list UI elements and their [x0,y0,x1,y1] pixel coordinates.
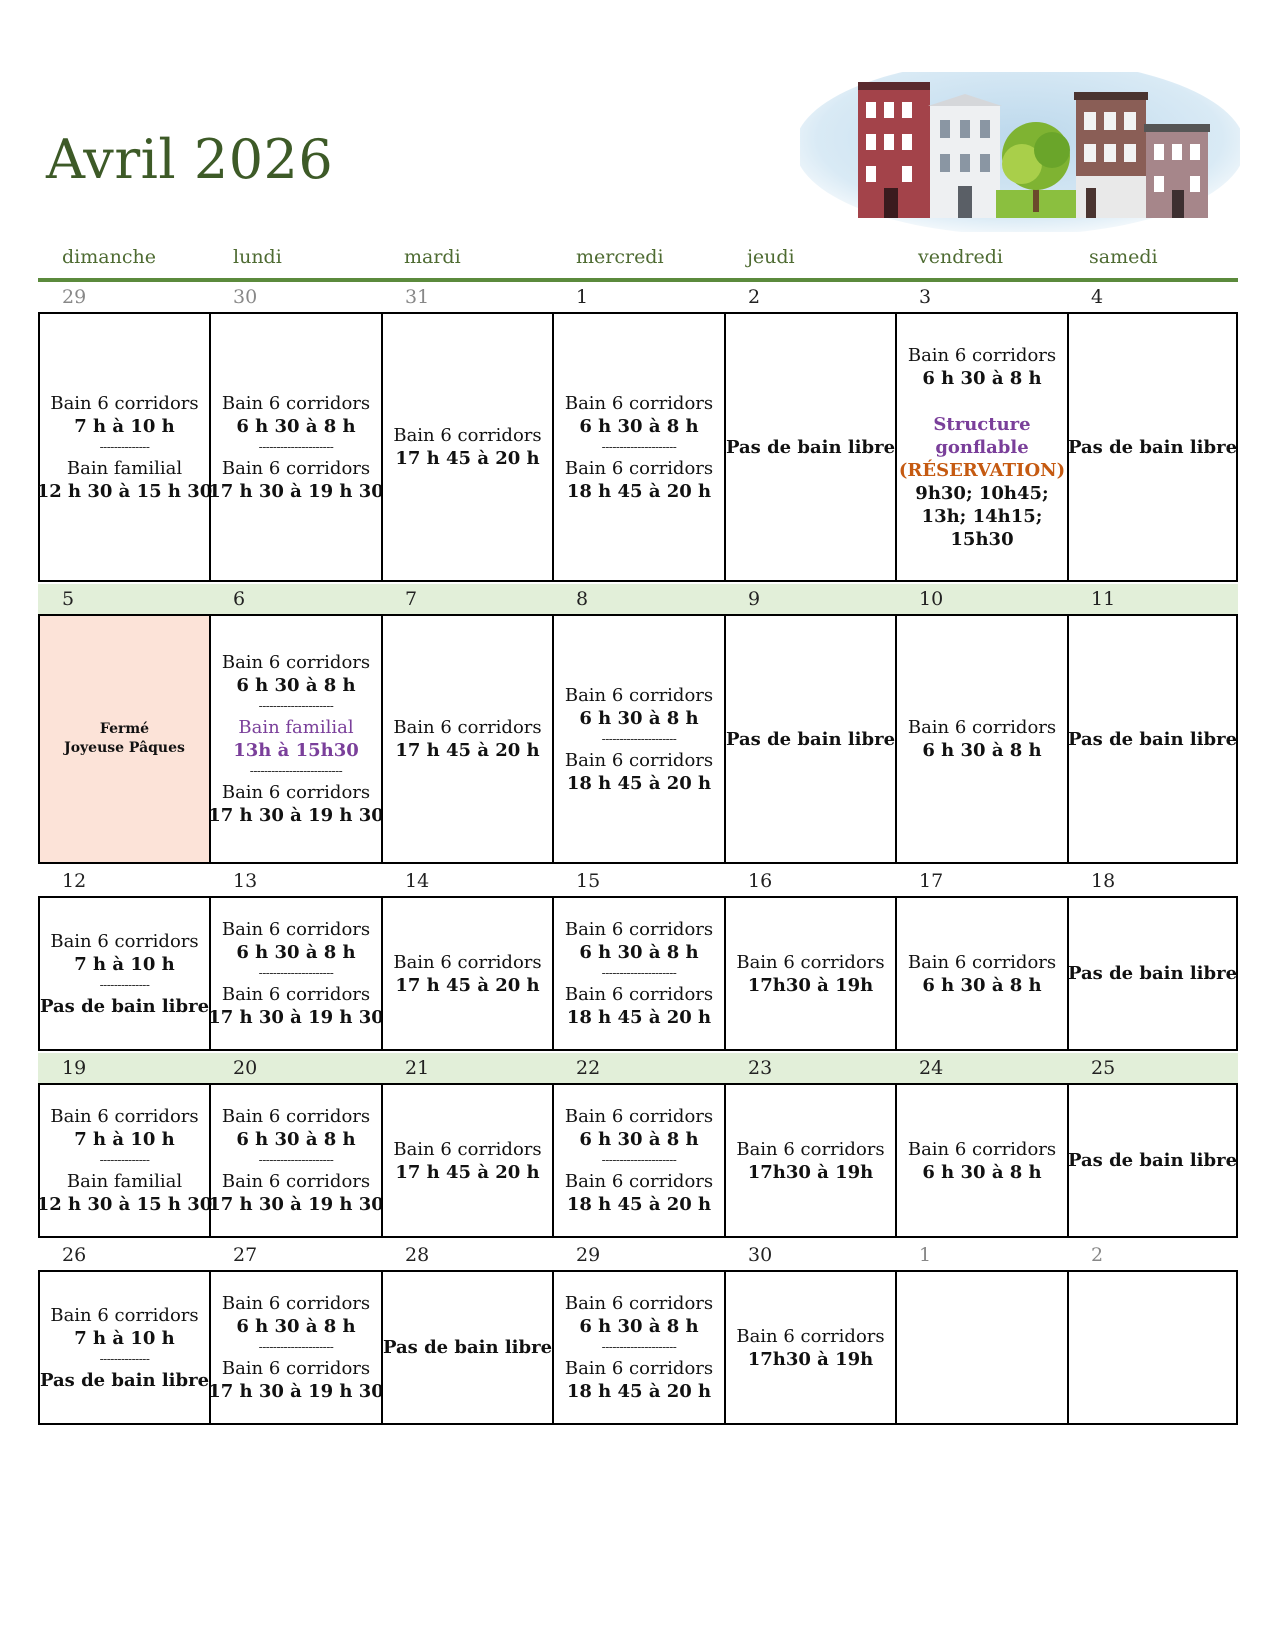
schedule-time: 13h; 14h15; [921,505,1043,527]
day-cell [724,314,895,580]
schedule-line: Bain 6 corridors [50,1106,199,1127]
schedule-time: 6 h 30 à 8 h [236,1129,356,1150]
schedule-time: 18 h 45 à 20 h [566,480,712,502]
day-number: 18 [1091,870,1116,892]
schedule-line: Bain 6 corridors [564,984,714,1005]
schedule-time: 6 h 30 à 8 h [922,740,1042,761]
day-number: 27 [233,1244,258,1266]
day-number: 4 [1091,286,1104,308]
schedule-line: Fermé [99,721,150,737]
schedule-time: Pas de bain libre [725,436,896,458]
weekday-wednesday: mercredi [576,246,664,268]
day-cell [552,616,724,862]
schedule-line: Bain 6 corridors [50,1304,199,1326]
schedule-time: Pas de bain libre [39,1369,210,1391]
separator-line: -------------- [99,1351,150,1366]
schedule-time: 7 h à 10 h [74,1327,175,1349]
weekday-thursday: jeudi [747,246,795,268]
separator-line: --------------------- [258,966,334,980]
day-number: 2 [1091,1244,1104,1266]
schedule-time: 6 h 30 à 8 h [922,974,1042,996]
schedule-time: 6 h 30 à 8 h [236,1316,356,1337]
separator-line: --------------------- [258,439,334,454]
day-number: 29 [62,286,87,308]
day-cell [1067,616,1238,862]
day-number: 21 [405,1057,430,1079]
townhouses-illustration [800,72,1240,232]
day-number: 30 [748,1244,773,1266]
schedule-time: 17h30 à 19h [747,974,874,996]
schedule-time: 18 h 45 à 20 h [566,1194,712,1215]
separator-line: -------------- [99,439,150,454]
schedule-line: Bain 6 corridors [221,984,371,1005]
schedule-time: 13h à 15h30 [233,740,359,761]
schedule-time: gonflable [935,436,1029,458]
schedule-line: Bain 6 corridors [564,919,714,940]
weekday-monday: lundi [233,246,282,268]
date-strip-week-3 [38,866,1238,898]
schedule-time: 17 h 30 à 19 h 30 [208,480,384,502]
day-number: 19 [62,1057,87,1079]
schedule-time: 18 h 45 à 20 h [566,1007,712,1028]
day-number: 28 [405,1244,430,1266]
date-strip-week-5 [38,1240,1238,1272]
schedule-time: 6 h 30 à 8 h [236,415,356,437]
schedule-line: Bain 6 corridors [564,1106,714,1127]
day-number: 5 [62,588,75,610]
day-number: 2 [748,286,761,308]
week-row-5 [38,1270,1238,1425]
schedule-time: 6 h 30 à 8 h [579,707,699,729]
schedule-line: Bain 6 corridors [221,392,371,414]
day-cell [381,1272,552,1423]
schedule-time: 6 h 30 à 8 h [579,1129,699,1150]
day-cell [895,314,1067,580]
schedule-line: Bain 6 corridors [221,782,371,803]
schedule-time: Structure [933,413,1031,435]
day-number: 26 [62,1244,87,1266]
schedule-line: Bain 6 corridors [564,684,714,706]
week-row-1 [38,312,1238,582]
schedule-line: Bain 6 corridors [393,951,542,973]
day-cell [724,1272,895,1423]
schedule-line: Bain 6 corridors [736,1325,885,1347]
day-cell [1067,898,1238,1049]
date-strip-week-2 [38,584,1238,616]
schedule-time: Pas de bain libre [1067,728,1238,750]
schedule-line: Bain 6 corridors [221,457,371,479]
day-cell [381,1085,552,1236]
schedule-time: 17 h 30 à 19 h 30 [208,1007,384,1028]
schedule-line: Bain 6 corridors [564,392,714,414]
day-number: 24 [919,1057,944,1079]
day-cell [552,1085,724,1236]
separator-line: --------------------- [258,1340,334,1354]
day-number: 31 [405,286,430,308]
schedule-line: Bain 6 corridors [50,930,199,952]
schedule-time: Pas de bain libre [1067,436,1238,458]
schedule-time: 6 h 30 à 8 h [236,942,356,963]
schedule-line: Bain 6 corridors [907,344,1057,366]
schedule-line: Bain 6 corridors [564,749,714,771]
schedule-line: Bain 6 corridors [393,717,542,738]
schedule-time: 7 h à 10 h [74,1129,175,1150]
schedule-line: Bain familial [66,1171,183,1192]
day-cell [895,616,1067,862]
schedule-line: Bain 6 corridors [564,1293,714,1314]
day-cell [36,314,213,580]
day-number: 3 [919,286,932,308]
schedule-line: Bain 6 corridors [221,919,371,940]
day-cell [895,1272,1067,1423]
separator-line: --------------------- [601,1153,677,1167]
weekday-header [38,246,1238,282]
separator-line: --------------------- [601,1340,677,1354]
schedule-time: Pas de bain libre [382,1337,553,1358]
schedule-time: 18 h 45 à 20 h [566,1381,712,1402]
day-number: 14 [405,870,430,892]
day-cell [1067,314,1238,580]
schedule-line: Bain 6 corridors [221,652,371,673]
day-number: 1 [919,1244,932,1266]
schedule-line: Bain familial [238,717,354,738]
day-number: 13 [233,870,258,892]
day-cell [1067,1272,1238,1423]
day-number: 6 [233,588,246,610]
day-number: 17 [919,870,944,892]
schedule-time: 17 h 45 à 20 h [395,1161,540,1183]
schedule-line: Bain 6 corridors [221,1358,371,1379]
schedule-time: 6 h 30 à 8 h [579,1316,699,1337]
schedule-line: Bain 6 corridors [736,951,885,973]
day-number: 8 [576,588,589,610]
day-cell [38,898,209,1049]
schedule-time: 6 h 30 à 8 h [236,675,356,696]
day-cell [208,1272,384,1423]
separator-line: --------------------- [601,731,677,746]
date-strip-week-4 [38,1053,1238,1085]
day-cell [552,1272,724,1423]
schedule-line: Bain 6 corridors [221,1106,371,1127]
separator-line: --------------------- [258,699,334,713]
week-row-2 [38,614,1238,864]
schedule-time: 6 h 30 à 8 h [922,1161,1042,1183]
day-number: 9 [748,588,761,610]
schedule-time: 17 h 30 à 19 h 30 [208,805,384,826]
schedule-line: Bain 6 corridors [736,1138,885,1160]
schedule-time: 15h30 [950,528,1014,550]
weekday-sunday: dimanche [62,246,156,268]
date-strip-week-1 [38,282,1238,314]
day-number: 23 [748,1057,773,1079]
separator-line: --------------------- [258,1153,334,1167]
weekday-friday: vendredi [918,246,1003,268]
schedule-time: Pas de bain libre [39,995,210,1017]
schedule-line: Bain 6 corridors [564,457,714,479]
schedule-line: Joyeuse Pâques [64,740,185,756]
schedule-time: 6 h 30 à 8 h [579,415,699,437]
schedule-line: Bain 6 corridors [221,1293,371,1314]
day-cell [552,898,724,1049]
schedule-line: Bain 6 corridors [393,1138,542,1160]
separator-line: -------------------------- [249,764,343,778]
week-row-3 [38,896,1238,1051]
separator-line: --------------------- [601,439,677,454]
day-cell [208,1085,384,1236]
schedule-line: Bain 6 corridors [907,1138,1057,1160]
day-cell [724,616,895,862]
schedule-line: Bain 6 corridors [907,951,1057,973]
schedule-time: Pas de bain libre [1067,963,1238,984]
day-number: 22 [576,1057,601,1079]
schedule-time: Pas de bain libre [725,728,896,750]
schedule-time: 17 h 45 à 20 h [395,974,540,996]
day-cell [724,898,895,1049]
day-cell [208,314,384,580]
day-cell [208,898,384,1049]
schedule-time: 17h30 à 19h [747,1161,874,1183]
day-cell [895,898,1067,1049]
separator-line: --------------------- [601,966,677,980]
weekday-saturday: samedi [1089,246,1158,268]
schedule-time: 6 h 30 à 8 h [922,367,1042,389]
schedule-line: Bain 6 corridors [50,392,199,414]
week-row-4 [38,1083,1238,1238]
schedule-time: 7 h à 10 h [74,415,175,437]
schedule-time: 7 h à 10 h [74,953,175,975]
day-cell-closed [38,616,209,862]
day-number: 10 [919,588,944,610]
day-number: 11 [1091,588,1116,610]
day-number: 12 [62,870,87,892]
schedule-time: (RÉSERVATION) [898,459,1066,481]
day-cell [381,616,552,862]
day-cell [208,616,384,862]
schedule-line: Bain familial [66,457,183,479]
day-cell [895,1085,1067,1236]
day-cell [724,1085,895,1236]
separator-line: -------------- [99,977,150,992]
schedule-time: 17h30 à 19h [747,1348,874,1370]
schedule-line: Bain 6 corridors [221,1171,371,1192]
day-cell [552,314,724,580]
schedule-line: Bain 6 corridors [907,717,1057,738]
day-number: 1 [576,286,589,308]
schedule-time: 17 h 30 à 19 h 30 [208,1194,384,1215]
schedule-line: Bain 6 corridors [393,425,542,446]
day-number: 20 [233,1057,258,1079]
weekday-tuesday: mardi [404,246,461,268]
schedule-time: Pas de bain libre [1067,1150,1238,1171]
day-cell [1067,1085,1238,1236]
day-number: 29 [576,1244,601,1266]
day-number: 15 [576,870,601,892]
page-title: Avril 2026 [46,128,334,191]
day-number: 30 [233,286,258,308]
schedule-time: 6 h 30 à 8 h [579,942,699,963]
day-cell [36,1085,213,1236]
schedule-time: 17 h 45 à 20 h [395,740,540,761]
schedule-time: 17 h 45 à 20 h [395,448,540,469]
day-number: 16 [748,870,773,892]
schedule-time: 18 h 45 à 20 h [566,772,712,794]
schedule-time: 12 h 30 à 15 h 30 [36,480,213,502]
separator-line: -------------- [99,1153,150,1167]
schedule-time: 12 h 30 à 15 h 30 [36,1194,213,1215]
schedule-line: Bain 6 corridors [564,1358,714,1379]
day-cell [381,314,552,580]
day-number: 7 [405,588,418,610]
day-cell [38,1272,209,1423]
schedule-time: 9h30; 10h45; [915,482,1049,504]
day-cell [381,898,552,1049]
schedule-time: 17 h 30 à 19 h 30 [208,1381,384,1402]
schedule-line: Bain 6 corridors [564,1171,714,1192]
day-number: 25 [1091,1057,1116,1079]
